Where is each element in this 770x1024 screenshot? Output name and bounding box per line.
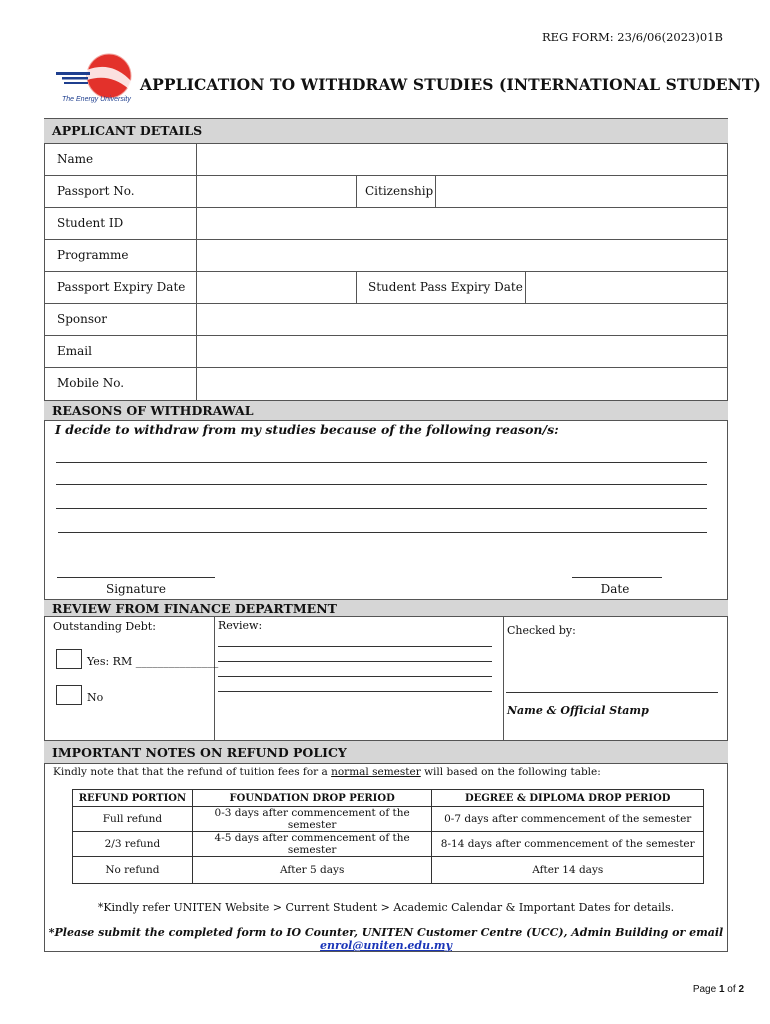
date-label: Date bbox=[600, 582, 630, 596]
header-foundation-period: FOUNDATION DROP PERIOD bbox=[192, 790, 432, 807]
table-cell: 2/3 refund bbox=[73, 832, 193, 857]
review-line-4[interactable] bbox=[218, 691, 492, 692]
table-cell: 4-5 days after commencement of the semester bbox=[192, 832, 432, 857]
page-number bbox=[693, 984, 744, 995]
submission-note-text: *Please submit the completed form to IO Counter, UNITEN Customer Centre (UCC), Admin Building or email bbox=[48, 926, 724, 939]
logo-tagline: The Energy University bbox=[62, 96, 131, 103]
review-line-1[interactable] bbox=[218, 646, 492, 647]
sponsor-label: Sponsor bbox=[57, 312, 107, 326]
header-degree-period: DEGREE & DIPLOMA DROP PERIOD bbox=[432, 790, 704, 807]
header-refund-portion: REFUND PORTION bbox=[73, 790, 193, 807]
review-line-2[interactable] bbox=[218, 661, 492, 662]
current-page: 1 bbox=[718, 984, 725, 995]
mobile-label: Mobile No. bbox=[57, 376, 125, 390]
date-line[interactable] bbox=[572, 577, 662, 578]
email-label: Email bbox=[57, 344, 92, 358]
name-row bbox=[44, 144, 728, 176]
outstanding-debt-label: Outstanding Debt: bbox=[53, 620, 156, 633]
section-refund-policy: IMPORTANT NOTES ON REFUND POLICY bbox=[44, 740, 728, 764]
page-of: of bbox=[724, 984, 739, 995]
table-row bbox=[73, 857, 704, 884]
expiry-row bbox=[44, 272, 728, 304]
refund-intro-text: Kindly note that that the refund of tuition fees for a bbox=[53, 766, 332, 778]
table-cell: After 14 days bbox=[432, 857, 704, 884]
reason-line-2[interactable] bbox=[56, 484, 707, 485]
reason-line-3[interactable] bbox=[56, 508, 707, 509]
table-cell: 0-7 days after commencement of the semester bbox=[432, 807, 704, 832]
reason-line-4[interactable] bbox=[58, 532, 707, 533]
table-cell: 8-14 days after commencement of the semester bbox=[432, 832, 704, 857]
refund-intro bbox=[53, 766, 601, 778]
yes-checkbox[interactable] bbox=[56, 649, 82, 669]
stamp-label: Name & Official Stamp bbox=[507, 704, 649, 717]
form-title: APPLICATION TO WITHDRAW STUDIES (INTERNATIONAL STUDENT) bbox=[140, 75, 761, 94]
stamp-line[interactable] bbox=[506, 692, 718, 693]
signature-line[interactable] bbox=[57, 577, 215, 578]
uniten-logo bbox=[52, 52, 142, 108]
table-row bbox=[73, 807, 704, 832]
reasons-prompt: I decide to withdraw from my studies because of the following reason/s: bbox=[55, 422, 559, 437]
table-cell: 0-3 days after commencement of the semester bbox=[192, 807, 432, 832]
student-id-row bbox=[44, 208, 728, 240]
passport-label: Passport No. bbox=[57, 184, 135, 198]
sponsor-row bbox=[44, 304, 728, 336]
mobile-row bbox=[44, 368, 728, 400]
page-prefix: Page bbox=[692, 984, 719, 995]
refund-table bbox=[72, 789, 704, 884]
table-row bbox=[73, 832, 704, 857]
total-pages: 2 bbox=[738, 984, 744, 995]
passport-row bbox=[44, 176, 728, 208]
enrol-email-link[interactable]: enrol@uniten.edu.my bbox=[320, 939, 452, 952]
finance-divider-1 bbox=[214, 617, 215, 740]
yes-rm-label: Yes: RM _______________ bbox=[87, 655, 219, 668]
signature-label: Signature bbox=[105, 582, 166, 596]
student-id-label: Student ID bbox=[57, 216, 124, 230]
checked-by-label: Checked by: bbox=[507, 624, 576, 637]
passport-expiry-label: Passport Expiry Date bbox=[57, 280, 186, 294]
refund-intro-text-end: will based on the following table: bbox=[420, 766, 601, 778]
review-line-3[interactable] bbox=[218, 676, 492, 677]
name-label: Name bbox=[57, 152, 94, 166]
no-label: No bbox=[87, 691, 104, 704]
submission-note bbox=[44, 926, 728, 952]
review-label: Review: bbox=[218, 619, 263, 632]
no-checkbox[interactable] bbox=[56, 685, 82, 705]
academic-calendar-note: *Kindly refer UNITEN Website > Current Student > Academic Calendar & Important Dates for details. bbox=[97, 901, 675, 914]
finance-divider-2 bbox=[503, 617, 504, 740]
email-row bbox=[44, 336, 728, 368]
programme-row bbox=[44, 240, 728, 272]
citizenship-label: Citizenship bbox=[365, 184, 434, 198]
programme-label: Programme bbox=[57, 248, 129, 262]
section-finance: REVIEW FROM FINANCE DEPARTMENT bbox=[44, 599, 728, 617]
reason-line-1[interactable] bbox=[56, 462, 707, 463]
table-cell: No refund bbox=[73, 857, 193, 884]
student-pass-expiry-label: Student Pass Expiry Date bbox=[368, 280, 523, 294]
section-reasons: REASONS OF WITHDRAWAL bbox=[44, 400, 728, 421]
section-applicant-details: APPLICANT DETAILS bbox=[44, 118, 728, 144]
normal-semester-text: normal semester bbox=[331, 766, 421, 778]
table-header-row bbox=[73, 790, 704, 807]
table-cell: Full refund bbox=[73, 807, 193, 832]
table-cell: After 5 days bbox=[192, 857, 432, 884]
reg-form-number: REG FORM: 23/6/06(2023)01B bbox=[542, 30, 723, 44]
